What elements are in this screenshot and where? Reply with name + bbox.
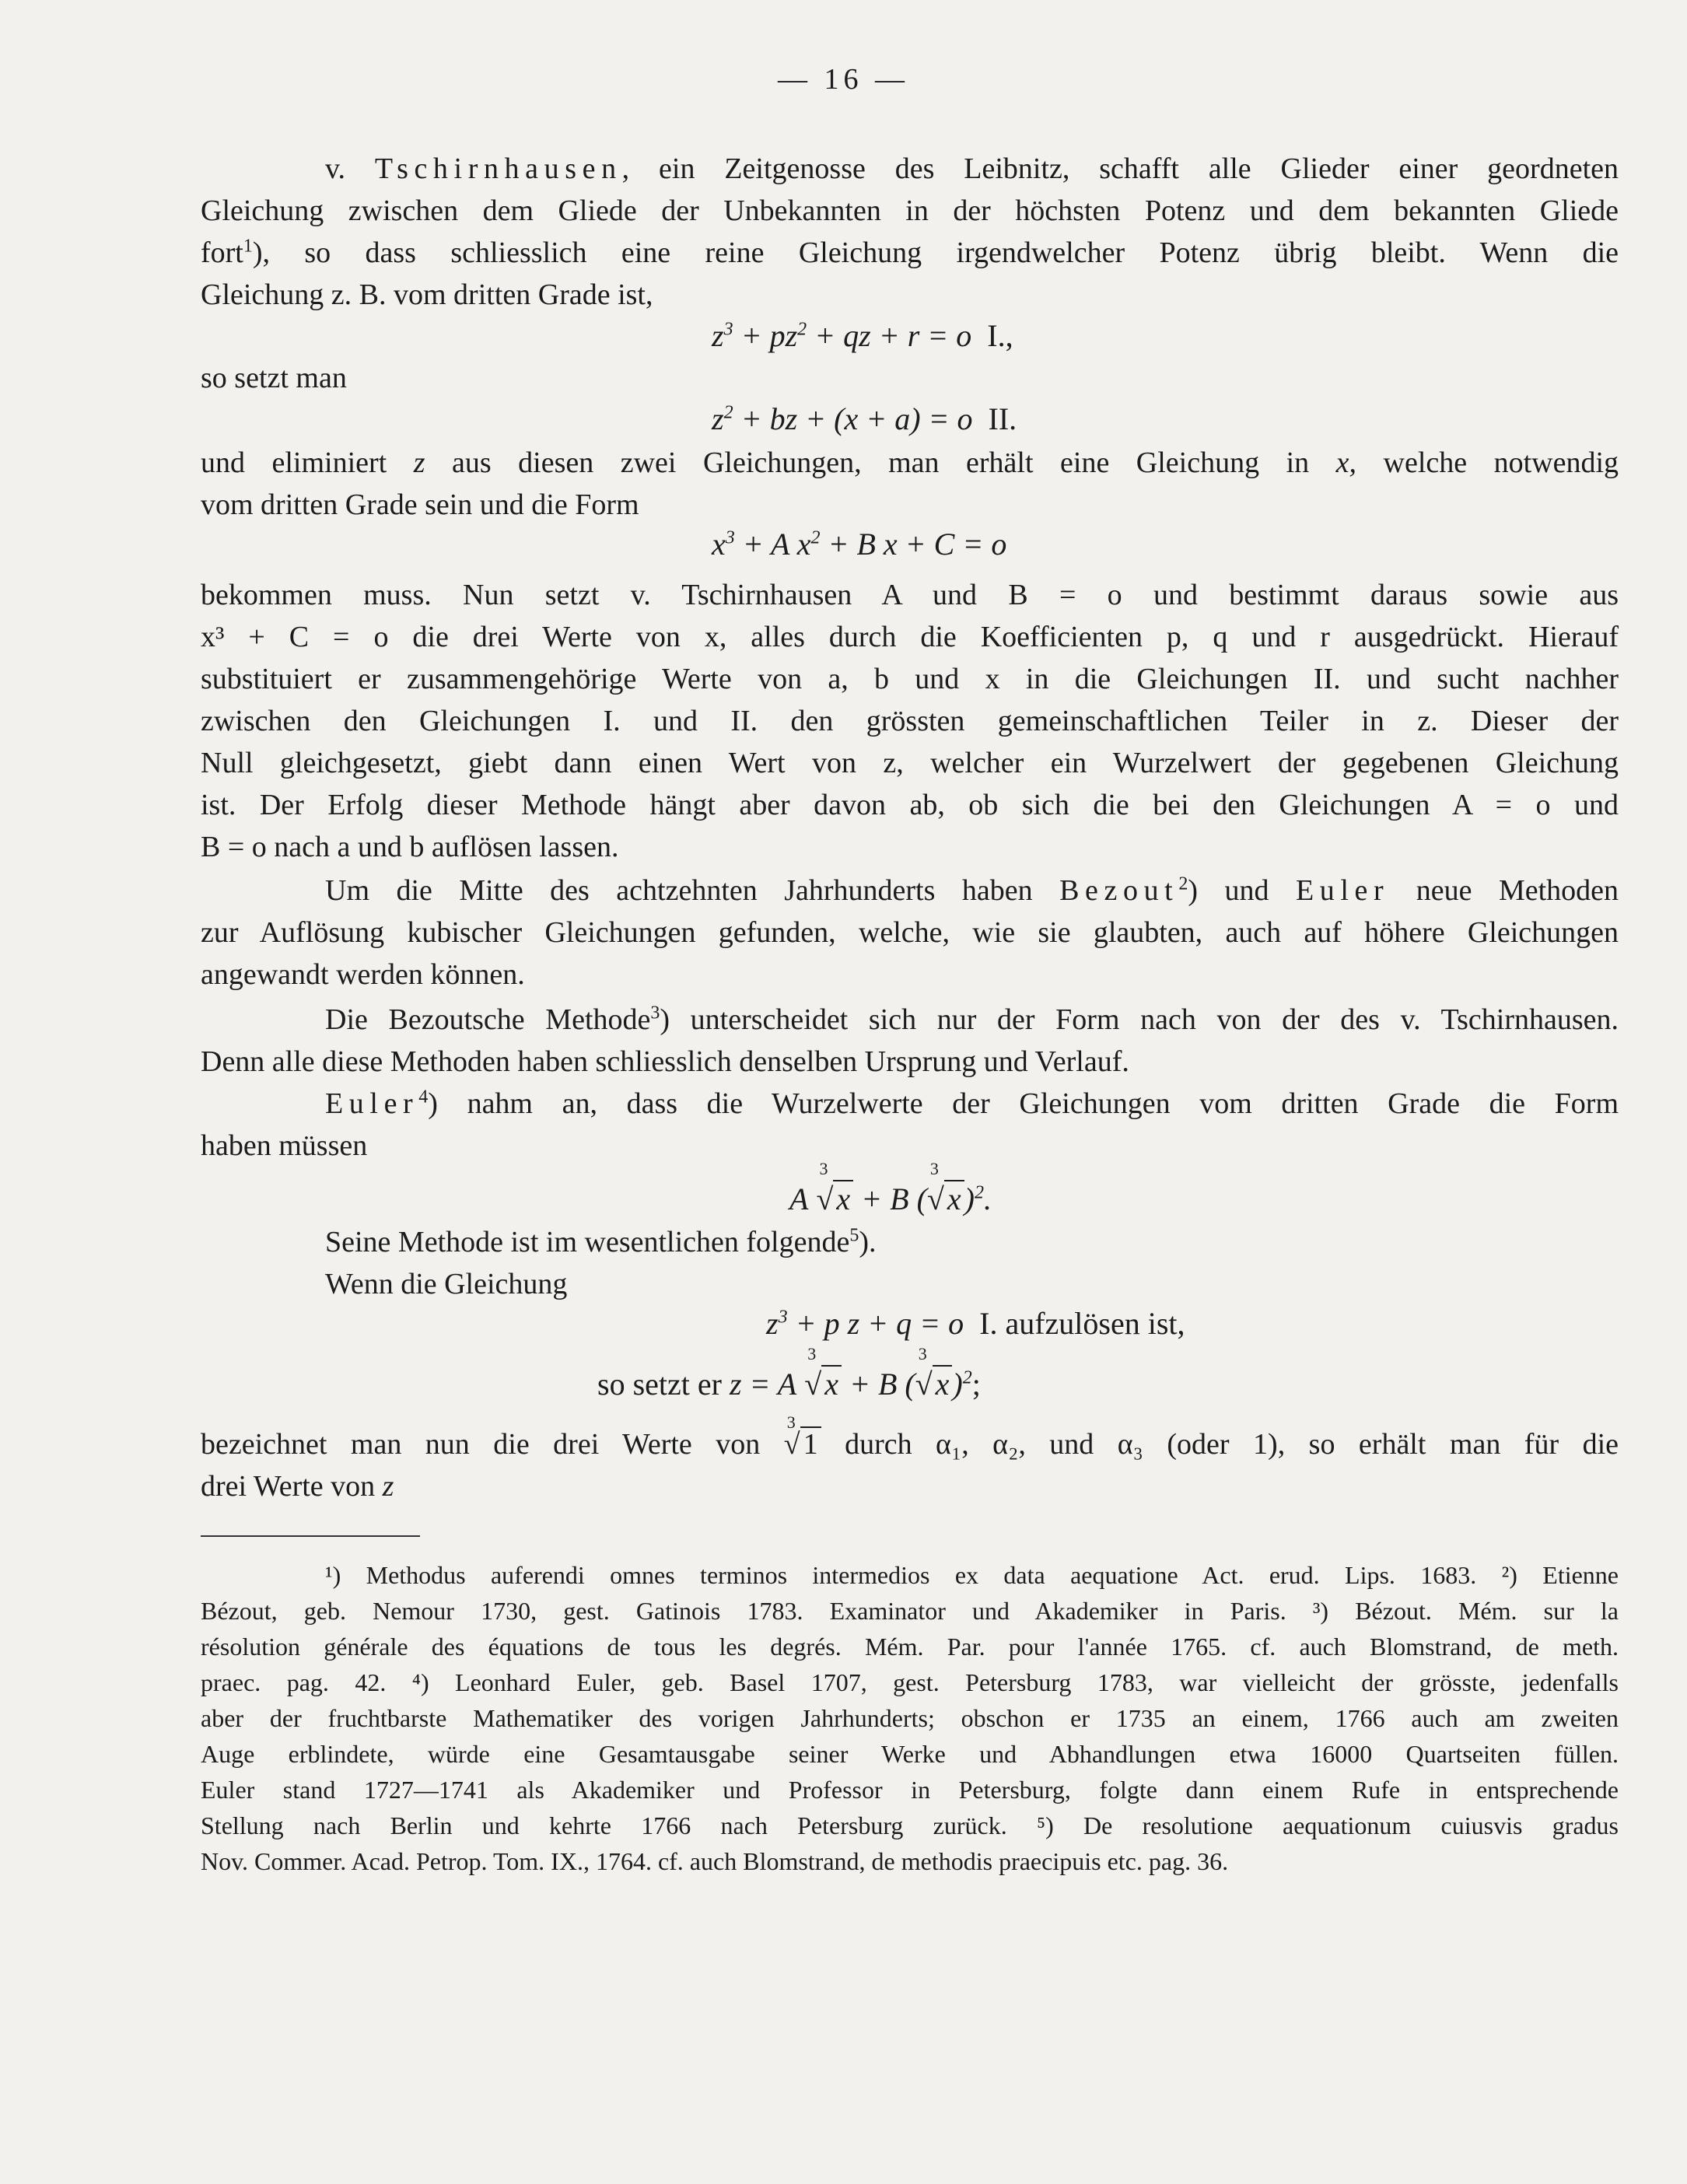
text-line: Denn alle diese Methoden haben schliesslich denselben Ursprung und Verlauf. <box>201 1045 1129 1078</box>
text-line: drei Werte von z <box>201 1470 394 1503</box>
text-line: haben müssen <box>201 1129 368 1162</box>
footnote-line: aber der fruchtbarste Mathematiker des vorigen Jahrhunderts; obschon er 1735 an einem, 1766 auch am zweiten <box>201 1704 1619 1732</box>
text-line: Null gleichgesetzt, giebt dann einen Wert von z, welcher ein Wurzelwert der gegebenen Gleichung <box>201 747 1619 779</box>
equation-one: $z^3 + pz^2$ + qz + r = o I., <box>712 318 1013 353</box>
text-line: x³ + C = o die drei Werte von x, alles durch die Koefficienten p, q und r ausgedrückt. Hierauf <box>201 621 1619 653</box>
text-line: Wenn die Gleichung <box>325 1268 568 1300</box>
text-line: bezeichnet man nun die drei Werte von 3 √ 1 durch α₁, α₂, und α₃ (oder 1), so erhält man für die <box>201 1412 1619 1461</box>
text-line: Gleichung z. B. vom dritten Grade ist, <box>201 278 653 311</box>
footnote-line: résolution générale des équations de tous les degrés. Mém. Par. pour l'année 1765. cf. auch Blomstrand, de meth. <box>201 1633 1619 1661</box>
text-line: bekommen muss. Nun setzt v. Tschirnhausen A und B = o und bestimmt daraus sowie aus <box>201 579 1619 611</box>
footnote-line: Auge erblindete, würde eine Gesamtausgabe seiner Werke und Abhandlungen etwa 16000 Quartseiten füllen. <box>201 1740 1619 1768</box>
page-number: — 16 — <box>778 63 909 96</box>
footnote-line: Bézout, geb. Nemour 1730, gest. Gatinois 1783. Examinator und Akademiker in Paris. ³) Bézout. Mém. sur la <box>201 1597 1619 1625</box>
text-line: zwischen den Gleichungen I. und II. den grössten gemeinschaftlichen Teiler in z. Dieser der <box>201 705 1619 737</box>
paragraph-bekommen <box>201 574 1619 868</box>
footnote-line: Stellung nach Berlin und kehrte 1766 nach Petersburg zurück. ⁵) De resolutione aequationum cuiusvis gradus <box>201 1811 1619 1839</box>
text-line: Seine Methode ist im wesentlichen folgende$^5$). <box>325 1225 877 1258</box>
text-line: Gleichung zwischen dem Gliede der Unbekannten in der höchsten Potenz und dem bekannten Gliede <box>201 194 1619 227</box>
text-line: vom dritten Grade sein und die Form <box>201 488 639 521</box>
footnote-divider <box>201 1535 420 1537</box>
paragraph-tschirnhausen <box>201 148 1619 316</box>
footnotes <box>201 1557 1619 1879</box>
paragraph-euler <box>201 1083 1619 1167</box>
paragraph-bezeichnet <box>201 1412 1619 1507</box>
footnote-line: praec. pag. 42. ⁴) Leonhard Euler, geb. Basel 1707, gest. Petersburg 1783, war vielleicht der grösste, jedenfalls <box>201 1668 1619 1696</box>
footnote-line: Euler stand 1727—1741 als Akademiker und Professor in Petersburg, folgte dann einem Rufe in entsprechende <box>201 1776 1619 1804</box>
paragraph-methode <box>201 1221 1619 1305</box>
paragraph-mitte <box>201 870 1619 996</box>
text-so-setzt-man: so setzt man <box>201 362 347 394</box>
equation-six: so setzt er z = A 3 √ x + B ( 3 √ x )$^2$; <box>597 1344 981 1402</box>
text-line: fort$^1$), so dass schliesslich eine reine Gleichung irgendwelcher Potenz übrig bleibt. Wenn die <box>201 236 1619 269</box>
text-line: Um die Mitte des achtzehnten Jahrhunderts haben Bezout$^2$) und Euler neue Methoden <box>325 873 1619 907</box>
equation-five: $z^3 + p$ z + q = o I. aufzulösen ist, <box>766 1306 1185 1341</box>
text-line: B = o nach a und b auflösen lassen. <box>201 831 619 863</box>
text-line: zur Auflösung kubischer Gleichungen gefunden, welche, wie sie glaubten, auch auf höhere Gleichungen <box>201 916 1619 949</box>
footnote-line: Nov. Commer. Acad. Petrop. Tom. IX., 1764. cf. auch Blomstrand, de methodis praecipuis etc. pag. 36. <box>201 1847 1229 1875</box>
text-line: Euler$^4$) nahm an, dass die Wurzelwerte der Gleichungen vom dritten Grade die Form <box>325 1087 1619 1120</box>
text-line: ist. Der Erfolg dieser Methode hängt aber davon ab, ob sich die bei den Gleichungen A = o und <box>201 789 1619 821</box>
text-line: v. Tschirnhausen, ein Zeitgenosse des Leibnitz, schafft alle Glieder einer geordneten <box>325 152 1619 185</box>
text-line: substituiert er zusammengehörige Werte von a, b und x in die Gleichungen II. und sucht nachher <box>201 663 1619 695</box>
paragraph-eliminiert <box>201 442 1619 526</box>
equation-three: $x^3 + A$ $x^2 + B$ x + C = o <box>712 527 1007 562</box>
text-line: angewandt werden können. <box>201 958 525 991</box>
footnote-line: ¹) Methodus auferendi omnes terminos intermedios ex data aequatione Act. erud. Lips. 1683. ²) Etienne <box>325 1561 1619 1589</box>
equation-two: $z^2$ + bz + (x + a) = o II. <box>712 401 1017 436</box>
paragraph-bezoutsche <box>201 999 1619 1083</box>
equation-four: A 3 √ x + B ( 3 √ x )$^2$. <box>789 1159 992 1216</box>
text-line: und eliminiert z aus diesen zwei Gleichungen, man erhält eine Gleichung in x, welche notwendig <box>201 446 1619 479</box>
text-line: Die Bezoutsche Methode$^3$) unterscheidet sich nur der Form nach von der des v. Tschirnhausen. <box>325 1003 1619 1036</box>
